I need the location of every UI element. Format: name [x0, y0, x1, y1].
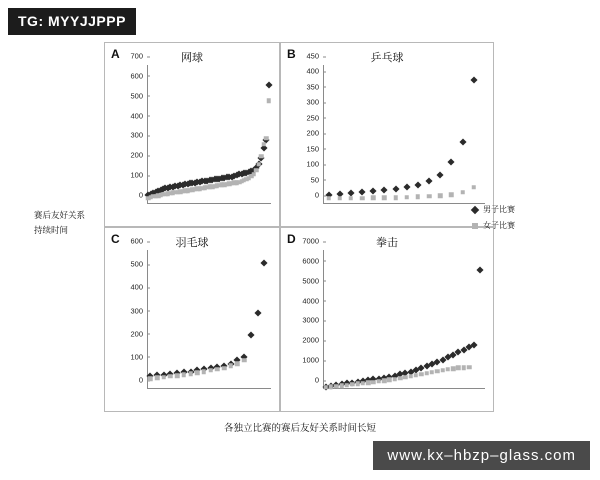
data-point-women — [419, 372, 424, 377]
y-tick-label: 100 — [130, 352, 143, 361]
legend-label-men: 男子比赛 — [483, 205, 515, 214]
data-point-women — [188, 372, 193, 377]
data-point-women — [323, 385, 328, 390]
data-point-women — [254, 168, 259, 173]
data-point-men — [359, 189, 366, 196]
data-point-women — [155, 376, 160, 381]
data-point-women — [355, 382, 360, 387]
chart-panel-d — [280, 227, 494, 412]
y-tick-mark — [147, 264, 150, 265]
data-point-men — [459, 139, 466, 146]
y-tick-mark — [323, 360, 326, 361]
y-tick-label: 0 — [139, 376, 143, 385]
data-point-men — [370, 187, 377, 194]
data-point-women — [261, 142, 266, 147]
y-tick-mark — [323, 149, 326, 150]
data-point-women — [403, 375, 408, 380]
x-axis-a — [147, 203, 271, 204]
y-tick-label: 1000 — [302, 356, 319, 365]
data-point-women — [467, 365, 472, 370]
y-tick-mark — [323, 380, 326, 381]
y-tick-mark — [323, 320, 326, 321]
data-point-women — [416, 195, 421, 200]
y-tick-label: 4000 — [302, 296, 319, 305]
y-tick-label: 500 — [130, 91, 143, 100]
data-point-women — [235, 361, 240, 366]
x-axis-b — [323, 203, 485, 204]
y-tick-label: 300 — [130, 131, 143, 140]
y-tick-label: 200 — [306, 129, 319, 138]
data-point-women — [339, 383, 344, 388]
y-tick-label: 300 — [130, 306, 143, 315]
y-tick-mark — [147, 334, 150, 335]
legend-label-women: 女子比赛 — [483, 221, 515, 230]
data-point-women — [208, 368, 213, 373]
y-tick-mark — [147, 56, 150, 57]
y-axis-title — [34, 208, 104, 238]
y-tick-mark — [323, 241, 326, 242]
y-tick-mark — [323, 102, 326, 103]
y-tick-mark — [323, 118, 326, 119]
data-point-women — [408, 374, 413, 379]
legend-marker-men-icon — [471, 205, 479, 213]
y-tick-label: 3000 — [302, 316, 319, 325]
data-point-women — [377, 379, 382, 384]
legend-marker-women-icon — [472, 223, 478, 229]
y-tick-mark — [147, 287, 150, 288]
data-point-women — [242, 358, 247, 363]
data-point-men — [470, 77, 477, 84]
data-point-women — [349, 196, 354, 201]
y-tick-label: 450 — [306, 52, 319, 61]
data-point-women — [430, 370, 435, 375]
y-tick-mark — [147, 76, 150, 77]
y-tick-label: 0 — [139, 191, 143, 200]
data-point-men — [265, 81, 272, 88]
data-point-men — [414, 181, 421, 188]
y-tick-mark — [323, 340, 326, 341]
data-point-women — [182, 372, 187, 377]
data-point-women — [329, 385, 334, 390]
y-tick-mark — [147, 116, 150, 117]
data-point-men — [381, 187, 388, 194]
data-point-women — [427, 194, 432, 199]
data-point-women — [338, 196, 343, 201]
data-point-women — [215, 367, 220, 372]
y-tick-mark — [323, 261, 326, 262]
y-tick-label: 400 — [130, 111, 143, 120]
data-point-women — [371, 380, 376, 385]
y-tick-mark — [323, 301, 326, 302]
y-tick-label: 50 — [311, 175, 319, 184]
y-tick-label: 150 — [306, 144, 319, 153]
panel-letter-c: C — [111, 232, 120, 246]
data-point-men — [247, 331, 254, 338]
x-axis-title: 各独立比赛的赛后友好关系时间长短 — [223, 423, 376, 434]
legend-item-men — [472, 203, 515, 216]
x-axis-c — [147, 388, 271, 389]
y-axis-title-line2: 持续时间 — [34, 225, 69, 235]
data-point-women — [405, 195, 410, 200]
panel-title-c: 羽毛球 — [175, 237, 209, 249]
panel-letter-b: B — [287, 47, 296, 61]
data-point-women — [229, 364, 234, 369]
data-point-women — [326, 196, 331, 201]
data-point-men — [426, 177, 433, 184]
data-point-women — [222, 366, 227, 371]
data-point-women — [266, 99, 271, 104]
data-point-women — [168, 374, 173, 379]
y-tick-mark — [323, 164, 326, 165]
data-point-men — [471, 342, 478, 349]
data-point-women — [382, 196, 387, 201]
data-point-men — [403, 183, 410, 190]
y-tick-mark — [323, 281, 326, 282]
y-tick-label: 200 — [130, 151, 143, 160]
data-point-women — [334, 384, 339, 389]
y-tick-label: 350 — [306, 82, 319, 91]
data-point-women — [398, 376, 403, 381]
data-point-women — [393, 195, 398, 200]
y-tick-label: 7000 — [302, 237, 319, 246]
y-tick-label: 6000 — [302, 256, 319, 265]
y-tick-label: 400 — [130, 283, 143, 292]
y-tick-mark — [147, 241, 150, 242]
y-tick-mark — [147, 357, 150, 358]
data-point-women — [460, 190, 465, 195]
y-tick-label: 100 — [306, 160, 319, 169]
data-point-women — [195, 371, 200, 376]
data-point-men — [476, 266, 483, 273]
panel-title-a: 网球 — [181, 52, 203, 64]
data-point-women — [162, 375, 167, 380]
data-point-men — [392, 185, 399, 192]
data-point-women — [361, 381, 366, 386]
y-tick-label: 600 — [130, 71, 143, 80]
chart-panel-a — [104, 42, 280, 227]
data-point-women — [345, 383, 350, 388]
legend-item-women — [472, 219, 515, 232]
panel-letter-a: A — [111, 47, 120, 61]
data-point-men — [437, 171, 444, 178]
y-tick-label: 100 — [130, 171, 143, 180]
data-point-men — [254, 309, 261, 316]
y-tick-mark — [147, 135, 150, 136]
panel-letter-d: D — [287, 232, 296, 246]
y-tick-mark — [147, 311, 150, 312]
data-point-women — [259, 154, 264, 159]
y-tick-label: 200 — [130, 329, 143, 338]
data-point-women — [438, 193, 443, 198]
data-point-women — [451, 366, 456, 371]
y-tick-label: 600 — [130, 237, 143, 246]
y-axis-c — [147, 250, 148, 389]
data-point-women — [446, 367, 451, 372]
data-point-women — [382, 378, 387, 383]
data-point-women — [472, 185, 477, 190]
panel-title-b: 乒乓球 — [370, 52, 404, 64]
tg-badge: TG: MYYJJPPP — [8, 8, 136, 35]
y-tick-label: 0 — [315, 191, 319, 200]
y-tick-mark — [323, 71, 326, 72]
chart-legend — [472, 203, 515, 235]
data-point-women — [350, 382, 355, 387]
data-point-women — [440, 368, 445, 373]
data-point-women — [392, 377, 397, 382]
data-point-women — [360, 196, 365, 201]
y-tick-mark — [323, 56, 326, 57]
y-tick-label: 300 — [306, 98, 319, 107]
data-point-women — [175, 373, 180, 378]
y-tick-label: 2000 — [302, 336, 319, 345]
y-tick-label: 5000 — [302, 276, 319, 285]
data-point-women — [424, 371, 429, 376]
data-point-women — [148, 376, 153, 381]
data-point-women — [202, 369, 207, 374]
data-point-women — [256, 162, 261, 167]
y-tick-mark — [323, 180, 326, 181]
y-tick-mark — [147, 175, 150, 176]
chart-panel-b — [280, 42, 494, 227]
y-axis-title-line1: 赛后友好关系 — [34, 210, 86, 220]
y-tick-label: 500 — [130, 260, 143, 269]
data-point-women — [371, 196, 376, 201]
y-tick-mark — [147, 155, 150, 156]
y-tick-mark — [147, 96, 150, 97]
data-point-women — [456, 366, 461, 371]
data-point-women — [462, 365, 467, 370]
x-axis-d — [323, 388, 485, 389]
chart-panel-c — [104, 227, 280, 412]
y-tick-label: 0 — [315, 376, 319, 385]
y-tick-mark — [323, 133, 326, 134]
y-tick-label: 400 — [306, 67, 319, 76]
data-point-women — [449, 192, 454, 197]
y-tick-mark — [323, 87, 326, 88]
y-tick-label: 700 — [130, 52, 143, 61]
data-point-women — [387, 378, 392, 383]
data-point-women — [252, 172, 257, 177]
y-axis-b — [323, 65, 324, 204]
data-point-men — [448, 159, 455, 166]
figure-container — [104, 42, 494, 412]
data-point-women — [414, 373, 419, 378]
site-watermark: www.kx–hbzp–glass.com — [373, 441, 590, 470]
data-point-women — [264, 136, 269, 141]
data-point-women — [435, 369, 440, 374]
data-point-women — [366, 380, 371, 385]
data-point-men — [261, 259, 268, 266]
y-tick-label: 250 — [306, 113, 319, 122]
panel-title-d: 拳击 — [376, 237, 398, 249]
